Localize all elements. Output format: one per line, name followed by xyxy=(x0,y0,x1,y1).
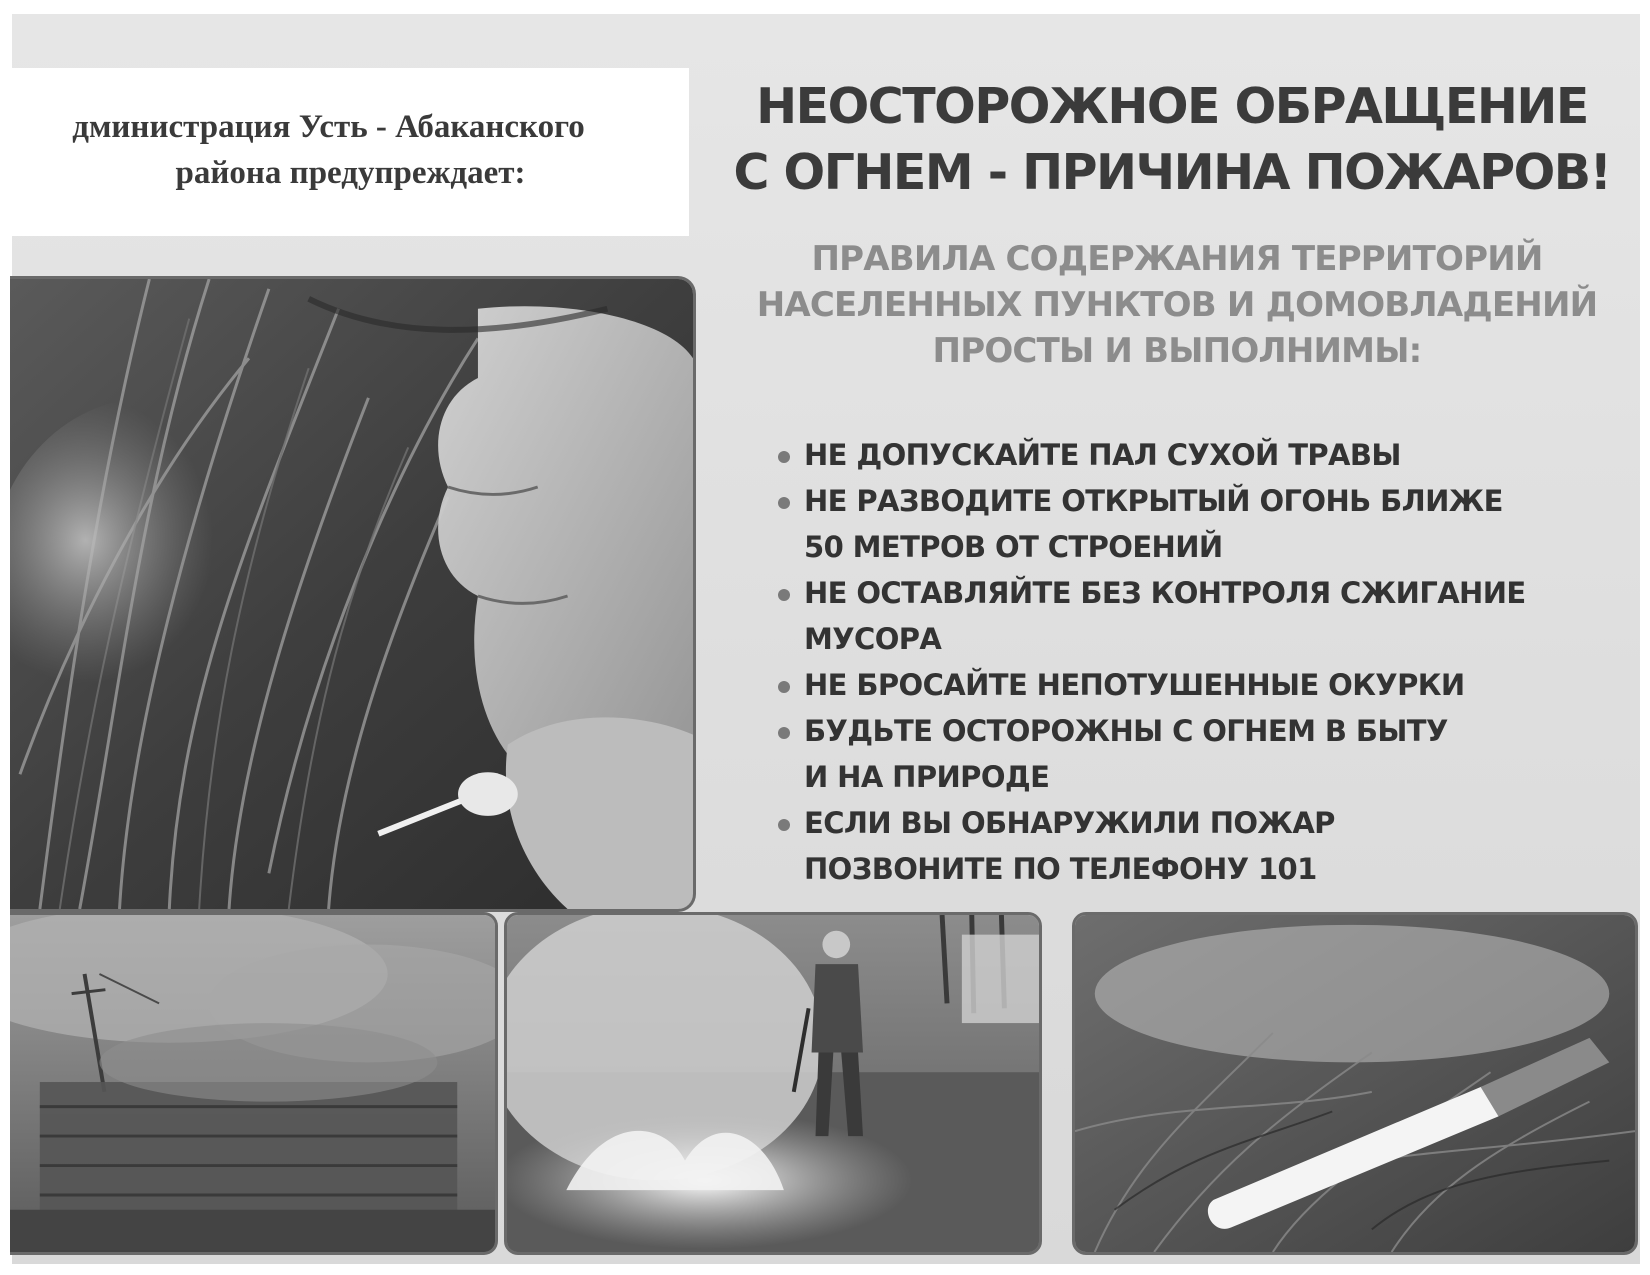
rule-item xyxy=(774,800,1634,892)
subheading-line-2: НАСЕЛЕННЫХ ПУНКТОВ И ДОМОВЛАДЕНИЙ xyxy=(756,285,1598,325)
rules-subheading xyxy=(712,236,1642,374)
subheading-line-3: ПРОСТЫ И ВЫПОЛНИМЫ: xyxy=(932,331,1422,371)
rule-line: НЕ ОСТАВЛЯЙТЕ БЕЗ КОНТРОЛЯ СЖИГАНИЕ xyxy=(804,576,1526,610)
administration-notice xyxy=(12,68,689,236)
rule-line: БУДЬТЕ ОСТОРОЖНЫ С ОГНЕМ В БЫТУ xyxy=(804,714,1448,748)
photo-lighting-dry-grass xyxy=(10,276,696,912)
poster xyxy=(12,14,1640,1264)
rule-item xyxy=(774,662,1634,708)
bullet-icon xyxy=(778,727,790,739)
headline-line-2: С ОГНЕМ - ПРИЧИНА ПОЖАРОВ! xyxy=(733,144,1611,201)
photo-cigarette-in-grass xyxy=(1072,912,1638,1255)
bullet-icon xyxy=(778,451,790,463)
bullet-icon xyxy=(778,681,790,693)
administration-line-1: дминистрация Усть - Абаканского xyxy=(72,109,585,145)
rule-line: ПОЗВОНИТЕ ПО ТЕЛЕФОНУ 101 xyxy=(804,852,1317,886)
rule-item xyxy=(774,708,1634,800)
bullet-icon xyxy=(778,589,790,601)
rule-line: НЕ ДОПУСКАЙТЕ ПАЛ СУХОЙ ТРАВЫ xyxy=(804,438,1401,472)
rule-line: ЕСЛИ ВЫ ОБНАРУЖИЛИ ПОЖАР xyxy=(804,806,1335,840)
rule-line: МУСОРА xyxy=(804,622,942,656)
administration-line-2: района предупреждает: xyxy=(175,155,526,191)
rule-line: 50 МЕТРОВ ОТ СТРОЕНИЙ xyxy=(804,530,1223,564)
poster-headline xyxy=(702,74,1642,206)
photo-man-burning-debris xyxy=(504,912,1042,1255)
rule-line: НЕ РАЗВОДИТЕ ОТКРЫТЫЙ ОГОНЬ БЛИЖЕ xyxy=(804,484,1503,518)
bullet-icon xyxy=(778,497,790,509)
rule-item xyxy=(774,478,1634,570)
bullet-icon xyxy=(778,819,790,831)
subheading-line-1: ПРАВИЛА СОДЕРЖАНИЯ ТЕРРИТОРИЙ xyxy=(811,239,1543,279)
headline-line-1: НЕОСТОРОЖНОЕ ОБРАЩЕНИЕ xyxy=(756,78,1588,135)
photo-smoke-over-structure xyxy=(10,912,498,1255)
rule-line: И НА ПРИРОДЕ xyxy=(804,760,1050,794)
rule-item xyxy=(774,432,1634,478)
rule-item xyxy=(774,570,1634,662)
rule-line: НЕ БРОСАЙТЕ НЕПОТУШЕННЫЕ ОКУРКИ xyxy=(804,668,1465,702)
fire-safety-rules-list xyxy=(774,432,1634,892)
